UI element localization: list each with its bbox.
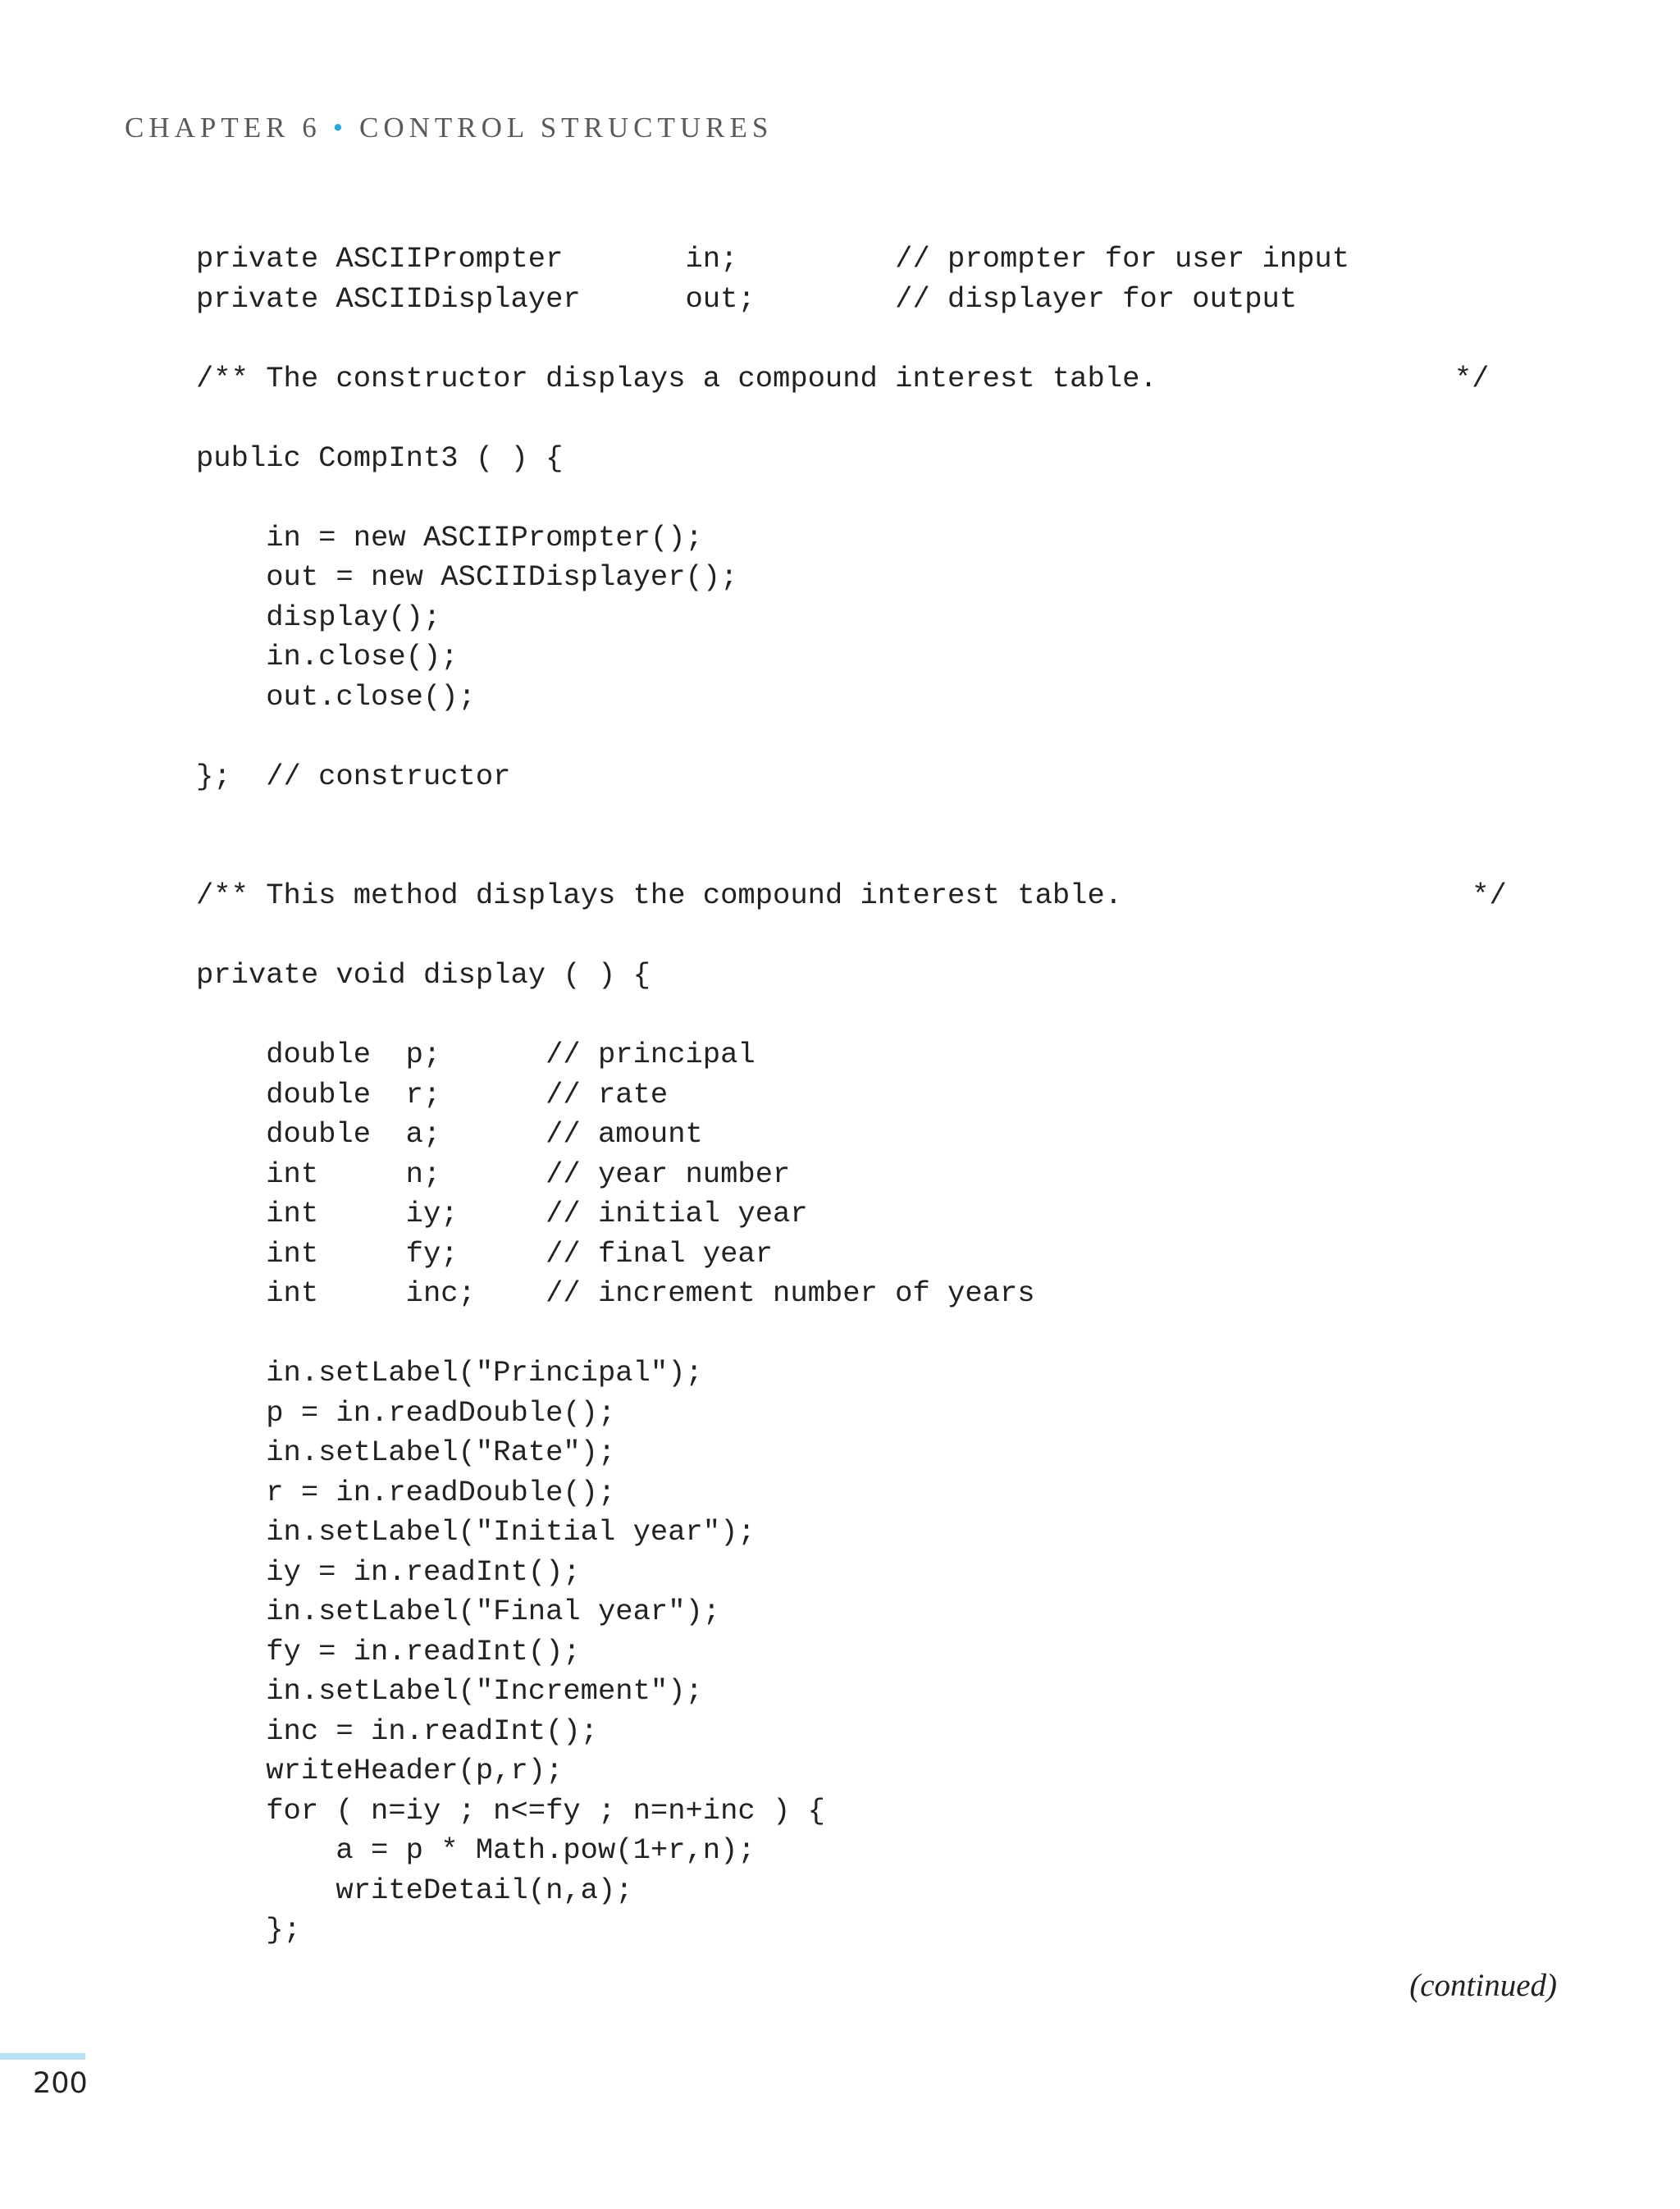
- code-line: inc = in.readInt();: [196, 1714, 598, 1748]
- header-bullet: •: [332, 112, 348, 144]
- code-line: in = new ASCIIPrompter();: [196, 520, 703, 555]
- code-line: out = new ASCIIDisplayer();: [196, 560, 738, 594]
- continued-note: (continued): [1409, 1968, 1557, 2003]
- code-listing: [196, 240, 1507, 1951]
- code-line: in.setLabel("Rate");: [196, 1435, 616, 1469]
- code-line: fy = in.readInt();: [196, 1634, 581, 1668]
- chapter-label: CHAPTER 6: [125, 112, 322, 144]
- code-line: double p; // principal: [196, 1038, 756, 1071]
- code-line: /** The constructor displays a compound interest table. */: [196, 361, 1490, 395]
- code-line: p = in.readDouble();: [196, 1395, 616, 1430]
- code-line: display();: [196, 600, 441, 634]
- code-line: out.close();: [196, 679, 476, 714]
- code-line: };: [196, 1913, 301, 1947]
- code-line: in.setLabel("Principal");: [196, 1356, 703, 1390]
- code-line: writeHeader(p,r);: [196, 1754, 564, 1787]
- code-line: writeDetail(n,a);: [196, 1873, 633, 1907]
- code-line: in.setLabel("Increment");: [196, 1674, 703, 1708]
- code-line: for ( n=iy ; n<=fy ; n=n+inc ) {: [196, 1793, 825, 1828]
- code-line: private void display ( ) {: [196, 958, 651, 992]
- code-line: in.close();: [196, 640, 459, 673]
- code-line: public CompInt3 ( ) {: [196, 440, 564, 475]
- code-line: int fy; // final year: [196, 1236, 774, 1271]
- code-line: int iy; // initial year: [196, 1197, 808, 1230]
- code-line: double r; // rate: [196, 1077, 669, 1111]
- code-line: private ASCIIPrompter in; // prompter for user input: [196, 242, 1350, 276]
- code-line: a = p * Math.pow(1+r,n);: [196, 1833, 756, 1867]
- code-line: r = in.readDouble();: [196, 1475, 616, 1509]
- code-line: double a; // amount: [196, 1117, 703, 1151]
- section-label: CONTROL STRUCTURES: [358, 112, 774, 144]
- code-line: /** This method displays the compound interest table. */: [196, 879, 1507, 912]
- code-line: private ASCIIDisplayer out; // displayer for output: [196, 281, 1298, 316]
- page-number: 200: [33, 2067, 88, 2100]
- code-line: }; // constructor: [196, 759, 511, 793]
- code-line: int n; // year number: [196, 1157, 791, 1191]
- running-head: [125, 112, 773, 144]
- code-line: in.setLabel("Final year");: [196, 1595, 721, 1628]
- code-line: int inc; // increment number of years: [196, 1276, 1035, 1310]
- code-line: iy = in.readInt();: [196, 1554, 581, 1589]
- code-line: in.setLabel("Initial year");: [196, 1515, 756, 1549]
- page-number-bar: [0, 2053, 85, 2060]
